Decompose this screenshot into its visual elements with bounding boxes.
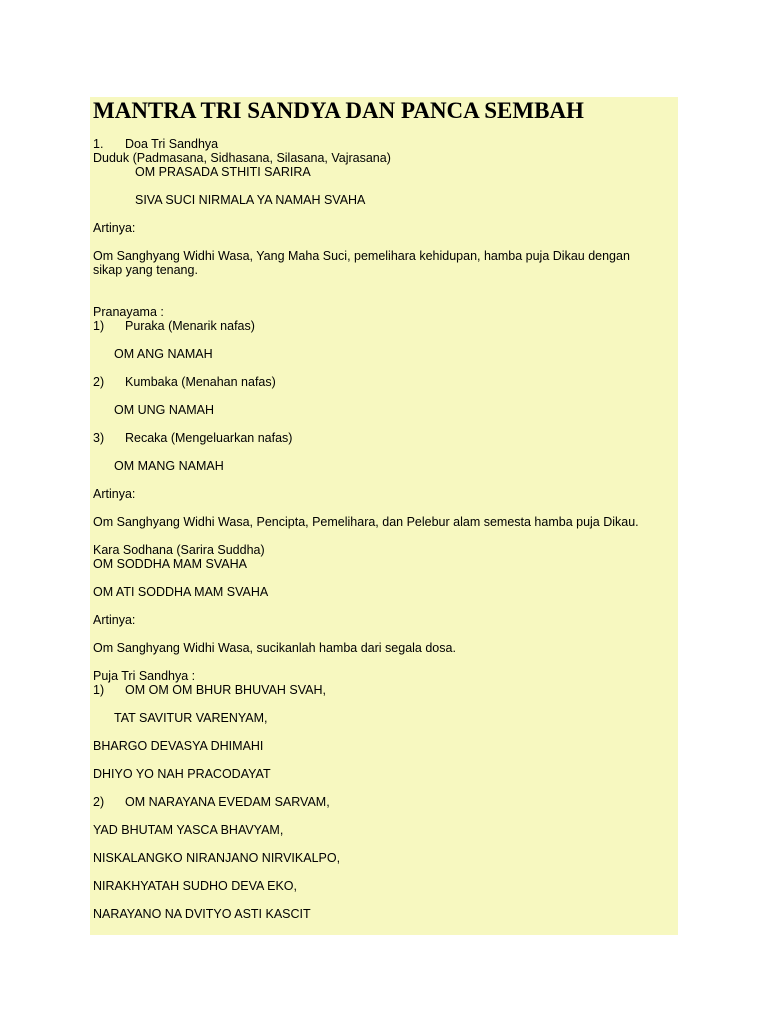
- puja-2-line-2: YAD BHUTAM YASCA BHAVYAM,: [93, 823, 284, 837]
- puja-2-line-4: NIRAKHYATAH SUDHO DEVA EKO,: [93, 879, 297, 893]
- meaning-1-line-1: Om Sanghyang Widhi Wasa, Yang Maha Suci, pemelihara kehidupan, hamba puja Dikau dengan: [93, 249, 630, 263]
- mantra-ung: OM UNG NAMAH: [114, 403, 214, 417]
- puja-1-line-1: OM OM OM BHUR BHUVAH SVAH,: [125, 683, 326, 697]
- step-2-label: Kumbaka (Menahan nafas): [125, 375, 276, 389]
- section-1-number: 1.: [93, 137, 104, 151]
- document-title: MANTRA TRI SANDYA DAN PANCA SEMBAH: [93, 98, 584, 123]
- puja-1-line-2: TAT SAVITUR VARENYAM,: [114, 711, 268, 725]
- mantra-prasada: OM PRASADA STHITI SARIRA: [135, 165, 311, 179]
- puja-heading: Puja Tri Sandhya :: [93, 669, 196, 683]
- kara-mantra-1: OM SODDHA MAM SVAHA: [93, 557, 247, 571]
- step-1-number: 1): [93, 319, 105, 333]
- meaning-3: Om Sanghyang Widhi Wasa, sucikanlah hamba dari segala dosa.: [93, 641, 456, 655]
- puja-2-line-1-row: [93, 795, 330, 809]
- puja-2-number: 2): [93, 795, 105, 809]
- step-1-label: Puraka (Menarik nafas): [125, 319, 255, 333]
- section-1-heading-row: [93, 137, 218, 151]
- section-1-heading: Doa Tri Sandhya: [125, 137, 219, 151]
- meaning-2: Om Sanghyang Widhi Wasa, Pencipta, Pemelihara, dan Pelebur alam semesta hamba puja Dikau.: [93, 515, 639, 529]
- pranayama-step-2: [93, 375, 276, 389]
- pranayama-step-3: [93, 431, 292, 445]
- mantra-siva: SIVA SUCI NIRMALA YA NAMAH SVAHA: [135, 193, 366, 207]
- puja-1-line-4: DHIYO YO NAH PRACODAYAT: [93, 767, 271, 781]
- puja-1-number: 1): [93, 683, 105, 697]
- duduk-line: Duduk (Padmasana, Sidhasana, Silasana, Vajrasana): [93, 151, 391, 165]
- puja-1-line-1-row: [93, 683, 326, 697]
- puja-2-line-3: NISKALANGKO NIRANJANO NIRVIKALPO,: [93, 851, 341, 865]
- step-3-number: 3): [93, 431, 105, 445]
- puja-2-line-5: NARAYANO NA DVITYO ASTI KASCIT: [93, 907, 311, 921]
- step-2-number: 2): [93, 375, 105, 389]
- kara-mantra-2: OM ATI SODDHA MAM SVAHA: [93, 585, 269, 599]
- puja-1-line-3: BHARGO DEVASYA DHIMAHI: [93, 739, 264, 753]
- mantra-ang: OM ANG NAMAH: [114, 347, 213, 361]
- meaning-1-line-2: sikap yang tenang.: [93, 263, 198, 277]
- pranayama-step-1: [93, 319, 255, 333]
- mantra-mang: OM MANG NAMAH: [114, 459, 224, 473]
- artinya-label-3: Artinya:: [93, 613, 136, 627]
- kara-sodhana-heading: Kara Sodhana (Sarira Suddha): [93, 543, 265, 557]
- pranayama-heading: Pranayama :: [93, 305, 164, 319]
- artinya-label-2: Artinya:: [93, 487, 136, 501]
- artinya-label-1: Artinya:: [93, 221, 136, 235]
- step-3-label: Recaka (Mengeluarkan nafas): [125, 431, 293, 445]
- puja-2-line-1: OM NARAYANA EVEDAM SARVAM,: [125, 795, 330, 809]
